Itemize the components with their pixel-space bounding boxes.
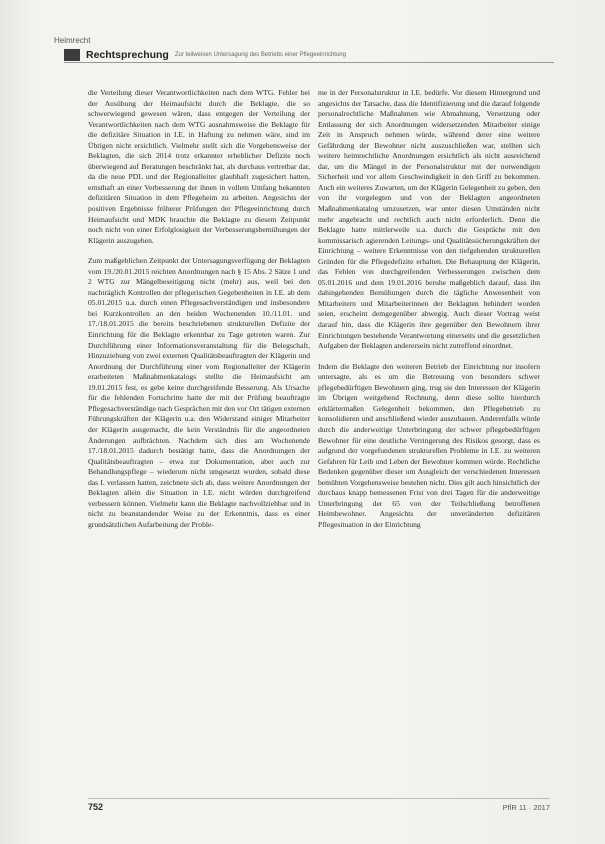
page-number: 752 — [88, 802, 104, 812]
footer-rule — [88, 798, 550, 799]
header-title: Rechtsprechung — [86, 49, 169, 61]
section-label: Heimrecht — [54, 36, 91, 45]
journal-reference: PflR 11 · 2017 — [502, 803, 550, 812]
right-column — [318, 88, 540, 540]
header-subtitle: Zur teilweisen Untersagung des Betriebs einer Pflegeeinrichtung — [174, 52, 346, 58]
left-column — [88, 88, 310, 540]
paragraph: me in der Personalstruktur in I.E. bedürfe. Vor diesem Hintergrund und angesichts der Tatsache, dass die Identifizierung und die darauf folgende personalrechtliche Maßnahmen wie Abmahnung, Versetzung oder Entlassung der sich Anordnungen widersetzenden Mitarbeiter einige Zeit in Anspruch nehmen würde, während derer eine weitere Gefährdung der Bewohner nicht auszuschließen war, stellten sich weitere heimrechtliche Anordnungen ersichtlich als nicht ausreichend dar, um die Mängel in der Personalstruktur mit der notwendigen Sicherheit und vor allem Geschwindigkeit in den Griff zu bekommen. Auch ein weiteres Zuwarten, um der Klägerin Gelegenheit zu geben, den von ihr vorgelegten und von der Beklagten angeordneten Maßnahmenkatalog umzusetzen, war unter diesen Umständen nicht mehr angebracht und rechtlich auch nicht erforderlich. Denn die Beklagte hatte mittlerweile u.a. durch die Gespräche mit den kommissarisch agierenden Leitungs- und Qualitätssicherungskräften der Einrichtung – weitere Erkenntnisse von den tiefgehenden strukturellen Gründen für die Pflegedefizite erhalten. Die Behauptung der Klägerin, das Fehlen von durchgreifenden Verbesserungen zwischen dem 05.01.2016 und dem 19.01.2016 beruhe maßgeblich darauf, dass ihn dahingehenden Bemühungen durch die tägliche Anwesenheit von Mitarbeitern und Mitarbeiterinnen der Beklagten behindert worden seien, erscheint demgegenüber abwegig. Auch dieser Vortrag weist darauf hin, dass die Klägerin ihre gegenüber den Bewohnern ihrer Einrichtungen bestehende Verantwortung einerseits und die gesetzlichen Aufgaben der Beklagten andererseits nicht zutreffend einordnet. — [318, 88, 540, 351]
page-footer — [88, 803, 550, 815]
paragraph: Indem die Beklagte den weiteren Betrieb der Einrichtung nur insofern untersagte, als es um die Betreuung von besonders schwer pflegebedürftigen Bewohnern ging, trug sie den Interessen der Klägerin im Übrigen weitgehend Rechnung, denn diese sollte hierdurch erklärtermaßen Gelegenheit bekommen, den Pflegebetrieb zu konsolidieren und anschließend wieder auszubauen. Anderenfalls würde durch die anderweitige Unterbringung der schwer pflegebedürftigen Bewohner für eine deutliche Verringerung des Risikos gesorgt, dass es aufgrund der vorgefundenen strukturellen Probleme in I.E. zu weiteren Gefahren für Leib und Leben der Bewohner kommen würde. Rechtliche Bedenken gegenüber dieser um Ausgleich der verschiedenen Interessen bemühten Vorgehensweise bestehen nicht. Dies gilt auch hinsichtlich der durchaus knapp bemessenen Frist von drei Tagen für die anderweitige Unterbringung der 65 von der Teilschließung betroffenen Heimbewohner. Angesichts der unveränderten defizitären Pflegesituation in der Einrichtung — [318, 361, 540, 529]
running-header — [64, 48, 554, 63]
paragraph: die Verteilung dieser Verantwortlichkeiten nach dem WTG. Fehler bei der Ausübung der Heimaufsicht durch die Beklagte, die so schwerwiegend gewesen wären, dass entgegen der Verteilung der Verantwortlichkeiten nach dem WTG ausnahmsweise die Beklagte für die defizitäre Situation in I.E. in Haftung zu nehmen wäre, sind im Übrigen nicht ersichtlich. Vielmehr stellt sich die Vorgehensweise der Beklagten, die sich 2014 trotz erkannter erheblicher Defizite noch überwiegend auf Beratungen beschränkt hat, als durchaus vertretbar dar, da die neue PDL und der Regionalleiter glaubhaft zugesichert hatten, ernsthaft an einer Verbesserung der ihnen in vollem Umfang bekannten defizitären Situation in dem Pflegeheim zu arbeiten. Angesichts der positiven Ergebnisse früherer Prüfungen der Pflegeeinrichtung durch Heimaufsicht und MDK brauchte die Beklagte zu diesem Zeitpunkt noch nicht von einer Erfolglosigkeit der Verbesserungsbemühungen der Klägerin auszugehen. — [88, 88, 310, 245]
header-marker — [64, 49, 80, 61]
paragraph: Zum maßgeblichen Zeitpunkt der Untersagungsverfügung der Beklagten vom 19./20.01.2015 reichten Anordnungen nach § 15 Abs. 2 Sätze 1 und 2 WTG zur Mängelbeseitigung nicht (mehr) aus, weil bei den nachträglich Kontrollen der pflegerischen Gegebenheiten in I.E. ab dem 05.01.2015 u.a. durch einen Pflegesachverständigen und insbesondere bei Kurzkontrollen an den beiden Wochenenden 10./11.01. und 17./18.01.2015 die bereits beschriebenen strukturellen Defizite der Einrichtung für die Beklagte erkennbar zu Tage getreten waren. Zur Durchführung einer Informationsveranstaltung für die Belegschaft, Hinzuziehung von zwei externen Qualitätsbeauftragten der Klägerin und Anordnung der Durchführung einer vom Regionalleiter der Klägerin erarbeiteten Maßnahmenkatalogs stellte die Heimaufsicht am 19.01.2015 fest, es gebe keine durchgreifende Besserung. Als Ursache für die fehlenden Fortschritte hatte der mit der Prüfung beauftragte Pflegesachverständige nach Gesprächen mit den vor Ort tätigen externen Führungskräften der Klägerin u.a. den Widerstand einiger Mitarbeiter der Klägerin ausgemacht, die kein Verständnis für die angeordneten Änderungen aufbrächten. Nachdem sich dies am Wochenende 17./18.01.2015 dadurch bestätigt hatte, dass die Anordnungen der Qualitätsbeauftragten – etwa zur Dokumentation, aber auch zur Behandlungspflege – wiederum nicht umgesetzt wurden, sobald diese das I. verlassen hatten, zeichnete sich ab, dass weitere Anordnungen der Beklagten allein die Situation in I.E. nicht würden durchgreifend verbessern können. Vielmehr kann die Beklagte nachvollziehbar und in nicht zu beanstandender Weise zu der Erkenntnis, dass es einer grundsätzlichen Aufarbeitung der Proble- — [88, 256, 310, 529]
